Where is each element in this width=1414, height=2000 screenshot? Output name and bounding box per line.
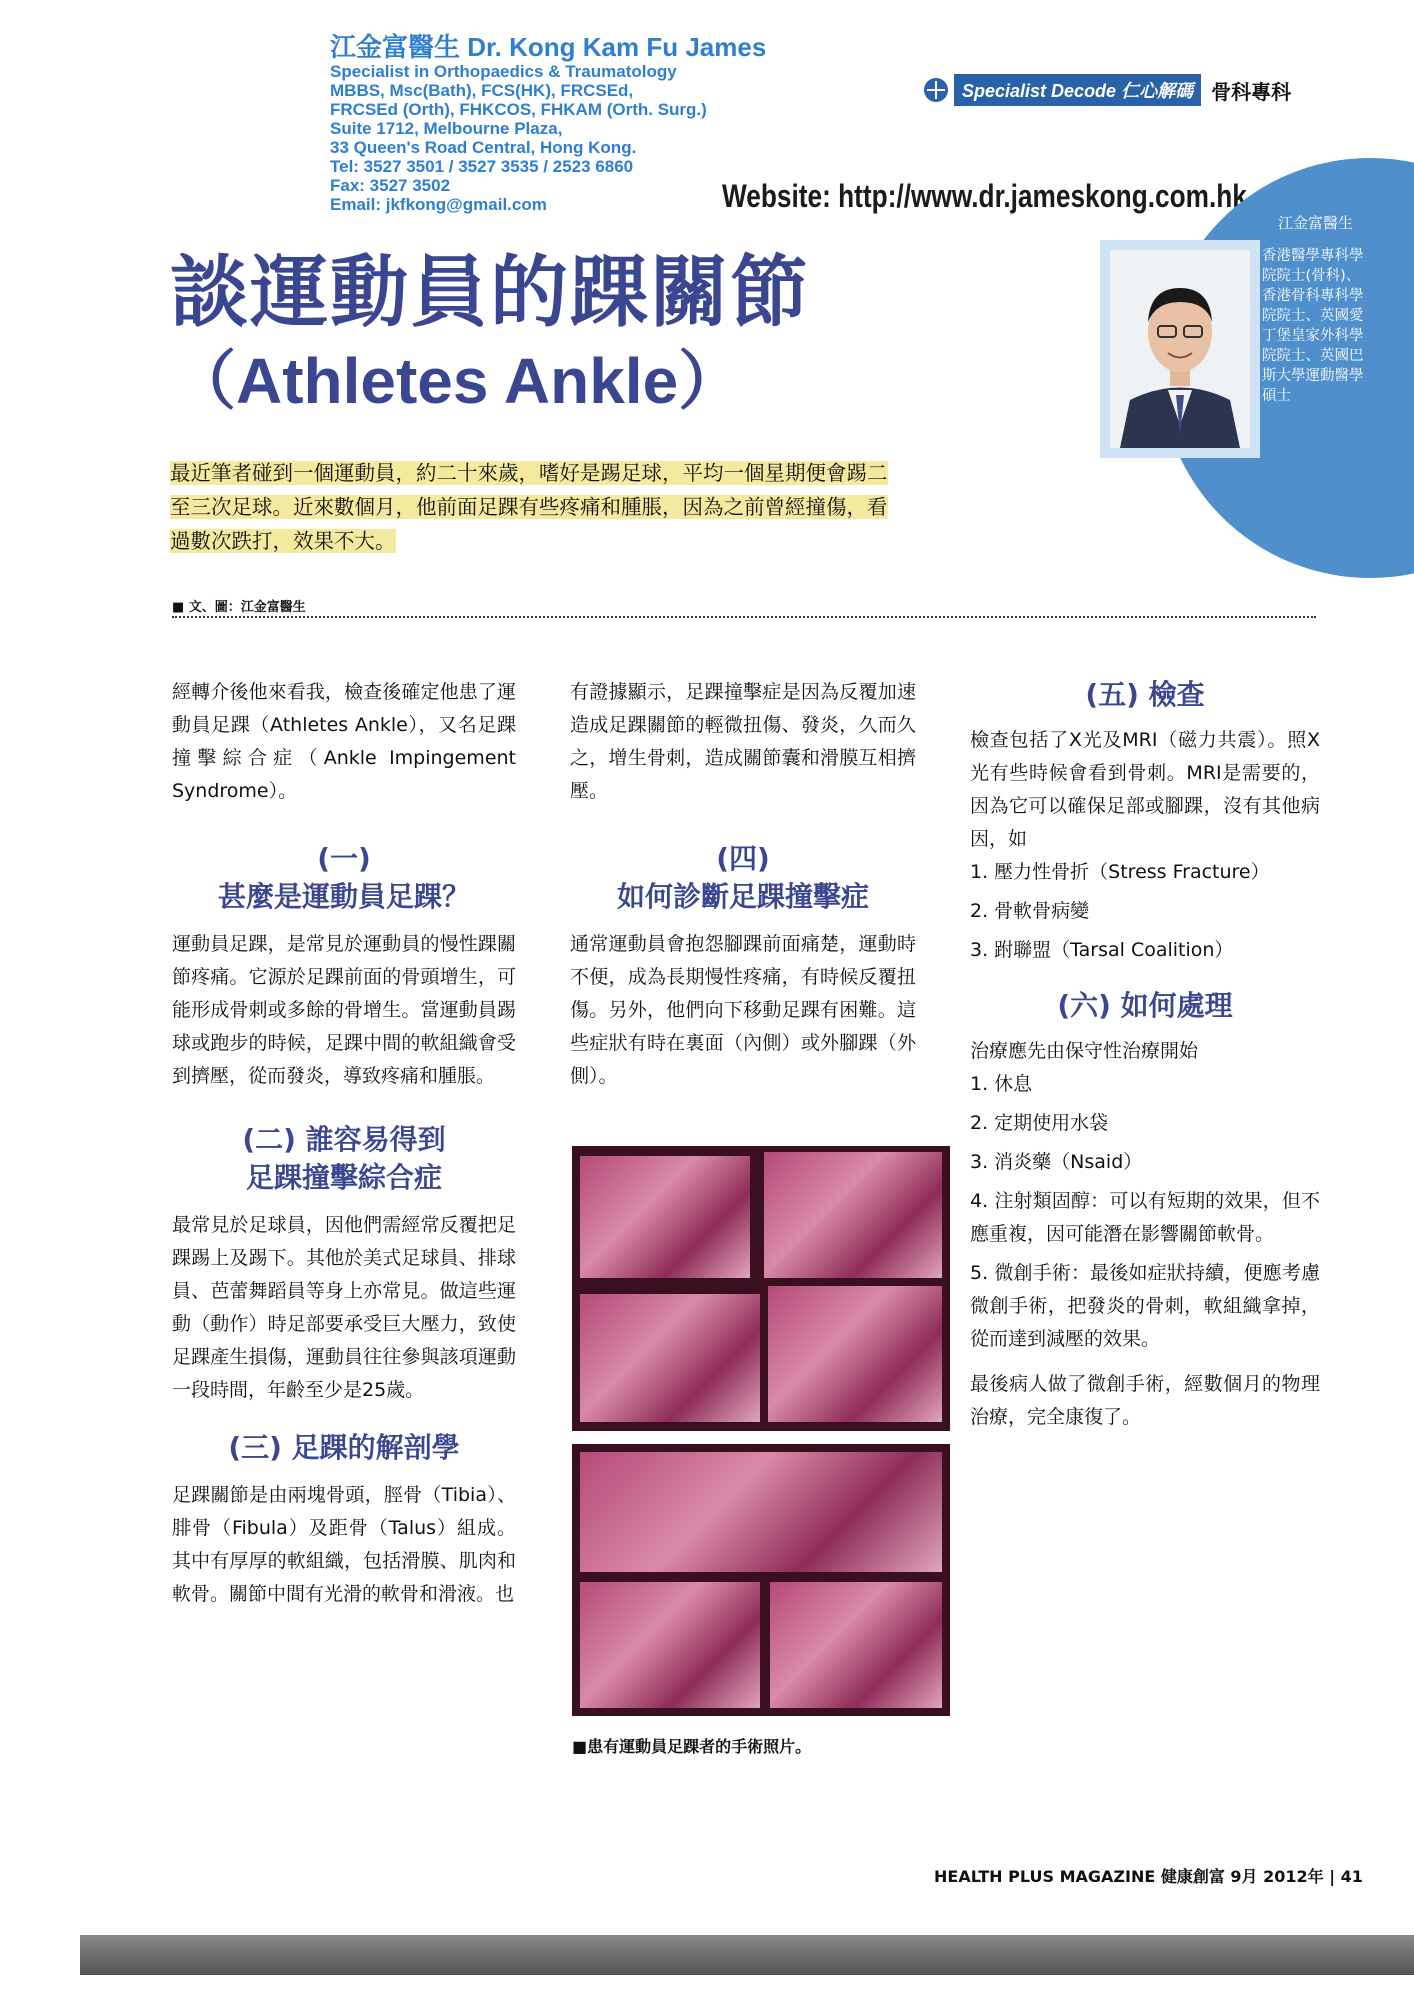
article-title: 談運動員的踝關節 xyxy=(170,248,811,338)
list-item: 2. 骨軟骨病變 xyxy=(970,900,1090,922)
intro-line: 最近筆者碰到一個運動員，約二十來歲，嗜好是踢足球，平均一個星期便會踢二 xyxy=(170,461,888,485)
section-heading: (二) 誰容易得到 xyxy=(242,1123,446,1156)
stamp-line: 江金富醫生 Dr. Kong Kam Fu James xyxy=(330,32,767,62)
surgical-photo xyxy=(764,1152,942,1278)
page-footer: HEALTH PLUS MAGAZINE 健康創富 9月 2012年 | 41 xyxy=(934,1867,1363,1886)
article-subtitle: （Athletes Ankle） xyxy=(172,345,743,417)
list-item: 2. 定期使用水袋 xyxy=(970,1112,1109,1134)
author-photo xyxy=(1110,250,1250,448)
stamp-line: 33 Queen's Road Central, Hong Kong. xyxy=(330,138,637,157)
paragraph: 經轉介後他來看我，檢查後確定他患了運動員足踝（Athletes Ankle），又名足踝撞擊綜合症（Ankle Impingement Syndrome）。 xyxy=(172,681,516,802)
intro-line: 過數次跌打，效果不大。 xyxy=(170,529,396,553)
crosshair-icon xyxy=(924,78,948,102)
paragraph: 治療應先由保守性治療開始 xyxy=(970,1040,1199,1062)
author-name: 江金富醫生 xyxy=(1278,214,1354,232)
surgical-photos xyxy=(572,1146,950,1716)
list-item: 1. 壓力性骨折（Stress Fracture） xyxy=(970,861,1270,883)
column-3 xyxy=(970,676,1320,1434)
stamp-line: Email: jkfkong@gmail.com xyxy=(330,195,547,214)
byline: ■ 文、圖：江金富醫生 xyxy=(172,600,306,615)
section-heading: (五) 檢查 xyxy=(1085,678,1205,711)
section-heading: 甚麼是運動員足踝？ xyxy=(217,880,470,913)
author-bio: 香港醫學專科學院院士(骨科)、香港骨科專科學院院士、英國愛丁堡皇家外科學院院士、英國巴斯大學運動醫學碩士 xyxy=(1262,248,1364,404)
photo-caption: ■患有運動員足踝者的手術照片。 xyxy=(572,1737,812,1756)
stamp-line: Specialist in Orthopaedics & Traumatology xyxy=(330,62,677,81)
stamp-line: Suite 1712, Melbourne Plaza, xyxy=(330,119,563,138)
stamp-line: Fax: 3527 3502 xyxy=(330,176,451,195)
section-heading: (三) 足踝的解剖學 xyxy=(228,1431,460,1464)
list-item: 3. 消炎藥（Nsaid） xyxy=(970,1151,1143,1173)
column-1 xyxy=(172,676,516,1611)
treatment-list xyxy=(970,1068,1320,1356)
paragraph: 有證據顯示，足踝撞擊症是因為反覆加速造成足踝關節的輕微扭傷、發炎，久而久之，增生骨刺，造成關節囊和滑膜互相擠壓。 xyxy=(570,681,916,802)
list-item: 4. 注射類固醇：可以有短期的效果，但不應重複，因可能潛在影響關節軟骨。 xyxy=(970,1190,1320,1245)
paragraph: 足踝關節是由兩塊骨頭，脛骨（Tibia）、腓骨（Fibula）及距骨（Talus）組成。其中有厚厚的軟組織，包括滑膜、肌肉和軟骨。關節中間有光滑的軟骨和滑液。也 xyxy=(172,1484,516,1605)
list-item: 1. 休息 xyxy=(970,1073,1033,1095)
intro-paragraph xyxy=(170,456,970,558)
surgical-photo xyxy=(580,1452,942,1572)
column-2 xyxy=(570,676,916,1093)
surgical-photo xyxy=(580,1156,750,1278)
list-item: 3. 跗聯盟（Tarsal Coalition） xyxy=(970,939,1234,961)
stamp-line: MBBS, Msc(Bath), FCS(HK), FRCSEd, xyxy=(330,81,634,100)
section-heading: (四) xyxy=(716,842,770,875)
website-text: Website: http://www.dr.jameskong.com.hk xyxy=(722,178,1247,214)
paragraph: 通常運動員會抱怨腳踝前面痛楚，運動時不便，成為長期慢性疼痛，有時候反覆扭傷。另外，他們向下移動足踝有困難。這些症狀有時在裏面（內側）或外腳踝（外側）。 xyxy=(570,933,916,1087)
paragraph: 最後病人做了微創手術，經數個月的物理治療，完全康復了。 xyxy=(970,1373,1320,1428)
surgical-photo xyxy=(580,1582,760,1708)
section-heading: 足踝撞擊綜合症 xyxy=(245,1161,442,1194)
paragraph: 最常見於足球員，因他們需經常反覆把足踝踢上及踢下。其他於美式足球員、排球員、芭蕾舞蹈員等身上亦常見。做這些運動（動作）時足部要承受巨大壓力，致使足踝產生損傷，運動員往往參與該項運動一段時間，年齡至少是25歲。 xyxy=(172,1214,516,1401)
stamp-line: FRCSEd (Orth), FHKCOS, FHKAM (Orth. Surg.) xyxy=(330,100,707,119)
section-heading: 如何診斷足踝撞擊症 xyxy=(616,880,869,913)
paragraph: 檢查包括了X光及MRI（磁力共震）。照X光有些時候會看到骨刺。MRI是需要的，因為它可以確保足部或腳踝，沒有其他病因，如 xyxy=(970,729,1320,850)
surgical-photo xyxy=(770,1582,942,1708)
column-label: Specialist Decode 仁心解碼 xyxy=(954,74,1201,106)
paragraph: 運動員足踝，是常見於運動員的慢性踝關節疼痛。它源於足踝前面的骨頭增生，可能形成骨刺或多餘的骨增生。當運動員踢球或跑步的時候，足踝中間的軟組織會受到擠壓，從而發炎，導致疼痛和腫脹。 xyxy=(172,933,516,1087)
surgical-photo xyxy=(580,1294,760,1422)
exam-list xyxy=(970,856,1320,967)
list-item: 5. 微創手術：最後如症狀持續，便應考慮微創手術，把發炎的骨刺，軟組織拿掉，從而達到減壓的效果。 xyxy=(970,1262,1320,1350)
section-tag xyxy=(924,74,1291,106)
section-label: 骨科專科 xyxy=(1211,79,1292,104)
surgical-photo xyxy=(768,1286,942,1422)
dotted-divider xyxy=(172,616,1316,618)
doctor-stamp xyxy=(330,32,770,214)
intro-line: 至三次足球。近來數個月，他前面足踝有些疼痛和腫脹，因為之前曾經撞傷，看 xyxy=(170,495,888,519)
section-heading: (六) 如何處理 xyxy=(1057,989,1233,1022)
section-heading: (一) xyxy=(317,842,371,875)
scan-edge-band xyxy=(80,1935,1414,1975)
stamp-line: Tel: 3527 3501 / 3527 3535 / 2523 6860 xyxy=(330,157,634,176)
